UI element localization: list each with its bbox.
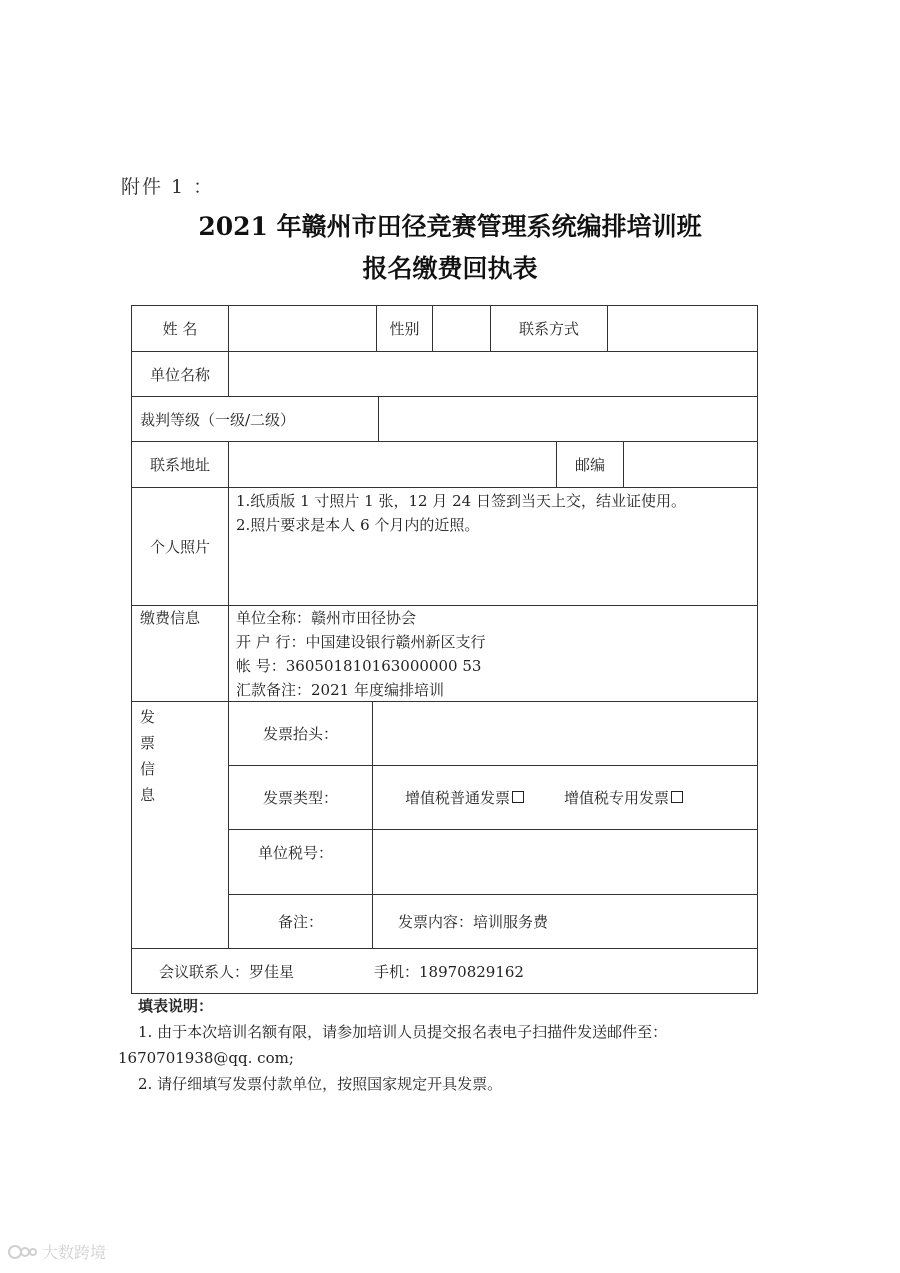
- form-title-line1: 2021 年赣州市田径竞赛管理系统编排培训班: [198, 212, 702, 241]
- notes-heading: 填表说明：: [138, 997, 214, 1015]
- invoice-type-options: [405, 766, 755, 829]
- payment-unit: 单位全称：赣州市田径协会: [236, 609, 417, 627]
- name-field[interactable]: [229, 306, 376, 351]
- tax-id-field[interactable]: [373, 830, 757, 894]
- postcode-label: 邮编: [574, 456, 605, 474]
- general-invoice-checkbox[interactable]: [512, 791, 524, 803]
- contact-phone: 手机：18970829162: [374, 962, 524, 981]
- meeting-contact: 会议联系人：罗佳星: [159, 962, 295, 981]
- tax-id-label: 单位税号：: [258, 844, 334, 862]
- remark-value: 发票内容：培训服务费: [398, 913, 549, 931]
- address-label: 联系地址: [149, 456, 210, 474]
- notes-line-2: 2. 请仔细填写发票付款单位，按照国家规定开具发票。: [138, 1075, 503, 1093]
- postcode-field[interactable]: [624, 442, 757, 487]
- photo-note-1: 1.纸质版 1 寸照片 1 张，12 月 24 日签到当天上交，结业证使用。: [236, 492, 686, 510]
- fill-instructions: [118, 993, 667, 1097]
- remark-label: 备注：: [277, 913, 323, 931]
- payment-account: 帐 号：360501810163000000 53: [236, 657, 482, 675]
- payment-label: 缴费信息: [140, 609, 201, 627]
- invoice-type-general: 增值税普通发票: [405, 789, 511, 807]
- invoice-info-label: 发 票 信 息: [140, 708, 156, 804]
- invoice-type-label: 发票类型：: [262, 789, 338, 807]
- gender-field[interactable]: [433, 306, 490, 351]
- attachment-label: 附件 1 ：: [121, 176, 215, 198]
- invoice-title-label: 发票抬头：: [262, 725, 338, 743]
- invoice-type-special: 增值税专用发票: [564, 789, 670, 807]
- referee-level-label: 裁判等级（一级/二级）: [140, 410, 296, 429]
- special-invoice-checkbox[interactable]: [671, 791, 683, 803]
- notes-email: 1670701938@qq. com;: [118, 1049, 294, 1067]
- watermark-text: 大数跨境: [42, 1243, 107, 1262]
- photo-note-2: 2.照片要求是本人 6 个月内的近照。: [236, 516, 480, 534]
- photo-label: 个人照片: [149, 538, 210, 556]
- form-title-line2: 报名缴费回执表: [362, 254, 538, 283]
- address-field[interactable]: [229, 442, 556, 487]
- notes-line-1: 1. 由于本次培训名额有限，请参加培训人员提交报名表电子扫描件发送邮件至：: [138, 1023, 668, 1041]
- watermark: [8, 1240, 106, 1263]
- watermark-logo-icon: [8, 1243, 38, 1261]
- referee-level-field[interactable]: [379, 397, 757, 441]
- gender-label: 性别: [389, 320, 420, 338]
- contact-field[interactable]: [608, 306, 757, 351]
- unit-name-label: 单位名称: [149, 365, 210, 384]
- contact-label: 联系方式: [518, 320, 579, 338]
- payment-remark: 汇款备注：2021 年度编排培训: [236, 681, 444, 699]
- invoice-title-field[interactable]: [373, 702, 757, 765]
- payment-bank: 开 户 行：中国建设银行赣州新区支行: [236, 633, 486, 651]
- name-label: 姓 名: [162, 320, 198, 338]
- unit-name-field[interactable]: [229, 352, 757, 396]
